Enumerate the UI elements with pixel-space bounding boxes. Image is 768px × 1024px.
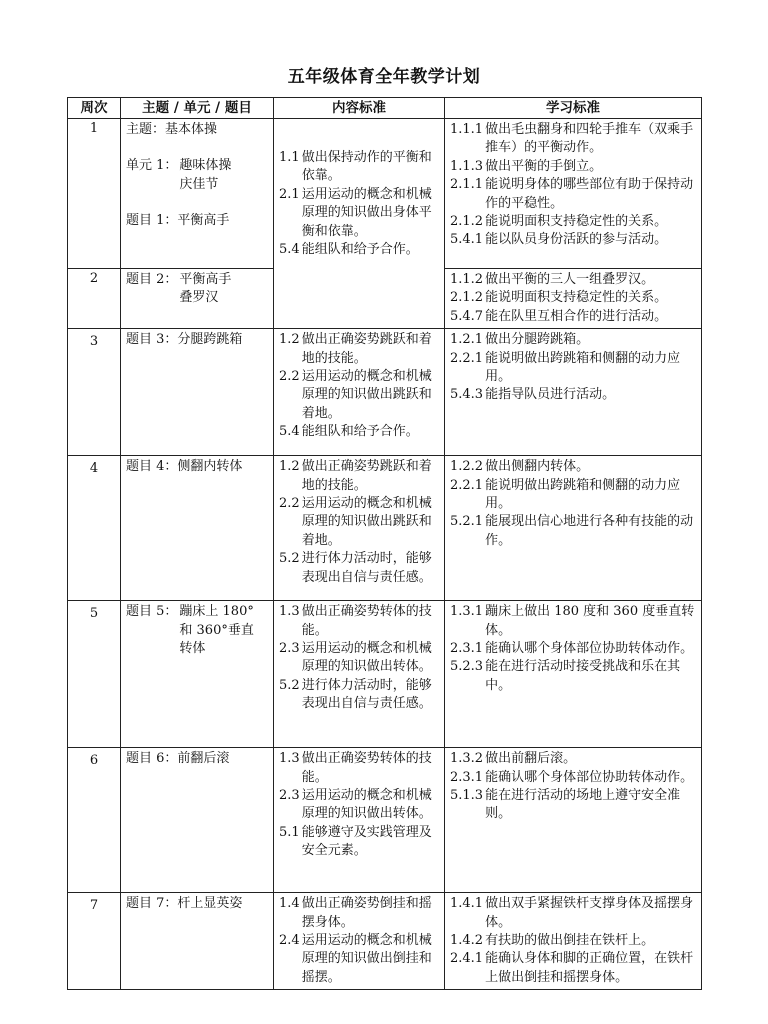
- header-topic: 主题 / 单元 / 题目: [121, 98, 274, 119]
- week-number: 1: [68, 119, 121, 269]
- topic-cell: [121, 456, 274, 601]
- header-week: 周次: [68, 98, 121, 119]
- content-item: 2.4 运用运动的概念和机械原理的知识做出倒挂和摇摆。: [279, 933, 432, 985]
- topic-text: 题目 6：前翻后滚: [126, 751, 230, 767]
- week-number: 5: [68, 601, 121, 748]
- learning-item: 2.2.1 能说明做出跨跳箱和侧翻的动力应用。: [450, 350, 681, 385]
- content-standard-cell: [274, 893, 445, 990]
- learning-item: 2.1.2 能说明面积支持稳定性的关系。: [450, 290, 668, 306]
- content-item: 2.1 运用运动的概念和机械原理的知识做出身体平衡和依靠。: [279, 186, 432, 239]
- learning-item: 2.3.1 能确认哪个身体部位协助转体动作。: [450, 641, 694, 657]
- table-row-week-6: [68, 748, 702, 893]
- topic-cell: [121, 329, 274, 456]
- learning-item: 5.4.1 能以队员身份活跃的参与活动。: [450, 232, 668, 248]
- table-row-week-5: [68, 601, 702, 748]
- learning-item: 5.1.3 能在进行活动的场地上遵守安全准则。: [450, 788, 681, 822]
- header-content-standard: 内容标准: [274, 98, 445, 119]
- learning-item: 1.4.1 做出双手紧握铁杆支撑身体及摇摆身体。: [450, 896, 694, 930]
- content-item: 5.1 能够遵守及实践管理及安全元素。: [279, 824, 432, 859]
- content-item: 2.3 运用运动的概念和机械原理的知识做出转体。: [279, 641, 432, 675]
- content-standard-cell: [274, 329, 445, 456]
- learning-item: 5.4.7 能在队里互相合作的进行活动。: [450, 308, 668, 324]
- learning-item: 2.1.1 能说明身体的哪些部位有助于保持动作的平稳性。: [450, 177, 694, 211]
- content-item: 5.4 能组队和给予合作。: [279, 424, 419, 440]
- learning-item: 5.2.1 能展现出信心地进行各种有技能的动作。: [450, 514, 694, 548]
- table-row-week-1: [68, 119, 702, 269]
- content-item: 1.3 做出正确姿势转体的技能。: [279, 751, 432, 785]
- learning-item: 5.4.3 能指导队员进行活动。: [450, 387, 616, 403]
- content-item: 1.3 做出正确姿势转体的技能。: [279, 604, 432, 638]
- topic-text: 题目 5： 蹦床上 180° 和 360°垂直 转体: [126, 604, 254, 657]
- learning-item: 1.2.2 做出侧翻内转体。: [450, 459, 590, 475]
- topic-text: 题目 2： 平衡高手 叠罗汉: [126, 272, 232, 306]
- content-item: 1.4 做出正确姿势倒挂和摇摆身体。: [279, 896, 432, 930]
- topic-cell: [121, 269, 274, 329]
- content-item: 5.2 进行体力活动时，能够表现出自信与责任感。: [279, 677, 432, 712]
- learning-item: 1.1.1 做出毛虫翻身和四轮手推车（双乘手推车）的平衡动作。: [450, 122, 694, 156]
- topic-text: 题目 4：侧翻内转体: [126, 459, 243, 475]
- theme-text: 主题：基本体操: [126, 122, 218, 137]
- topic-cell: [121, 601, 274, 748]
- learning-item: 2.3.1 能确认哪个身体部位协助转体动作。: [450, 769, 694, 785]
- content-item: 2.3 运用运动的概念和机械原理的知识做出转体。: [279, 788, 432, 822]
- week-number: 7: [68, 893, 121, 990]
- content-item: 1.1 做出保持动作的平衡和依靠。: [279, 150, 432, 184]
- learning-standard-cell: [445, 329, 702, 456]
- learning-standard-cell: [445, 119, 702, 269]
- learning-item: 1.3.2 做出前翻后滚。: [450, 751, 577, 767]
- week-number: 2: [68, 269, 121, 329]
- learning-item: 5.2.3 能在进行活动时接受挑战和乐在其中。: [450, 659, 681, 693]
- content-standard-cell: [274, 748, 445, 893]
- content-standard-cell: [274, 119, 445, 329]
- topic-cell: [121, 119, 274, 269]
- learning-item: 1.3.1 蹦床上做出 180 度和 360 度垂直转体。: [450, 604, 695, 638]
- content-item: 1.2 做出正确姿势跳跃和着地的技能。: [279, 459, 432, 493]
- content-item: 1.2 做出正确姿势跳跃和着地的技能。: [279, 332, 432, 366]
- learning-standard-cell: [445, 269, 702, 329]
- learning-standard-cell: [445, 893, 702, 990]
- table-row-week-4: [68, 456, 702, 601]
- week-number: 6: [68, 748, 121, 893]
- topic-cell: [121, 893, 274, 990]
- content-item: 5.4 能组队和给予合作。: [279, 242, 419, 258]
- table-row-week-3: [68, 329, 702, 456]
- learning-item: 2.2.1 能说明做出跨跳箱和侧翻的动力应用。: [450, 477, 681, 512]
- week-number: 4: [68, 456, 121, 601]
- learning-item: 1.1.2 做出平衡的三人一组叠罗汉。: [450, 272, 655, 287]
- learning-standard-cell: [445, 601, 702, 748]
- topic-cell: [121, 748, 274, 893]
- learning-standard-cell: [445, 456, 702, 601]
- unit-text: 单元 1： 趣味体操 庆佳节: [126, 158, 232, 192]
- content-standard-cell: [274, 601, 445, 748]
- learning-item: 1.1.3 做出平衡的手倒立。: [450, 158, 603, 174]
- topic-text: 题目 3：分腿跨跳箱: [126, 332, 243, 348]
- page-title: 五年级体育全年教学计划: [287, 67, 481, 87]
- teaching-plan-table: [67, 97, 702, 990]
- topic-text: 题目 7：杆上显英姿: [126, 896, 243, 912]
- topic-text: 题目 1：平衡高手: [126, 213, 230, 229]
- content-item: 2.2 运用运动的概念和机械原理的知识做出跳跃和着地。: [279, 496, 432, 548]
- learning-standard-cell: [445, 748, 702, 893]
- learning-item: 2.4.1 能确认身体和脚的正确位置，在铁杆上做出倒挂和摇摆身体。: [450, 951, 694, 985]
- header-learning-standard: 学习标准: [445, 98, 702, 119]
- content-item: 2.2 运用运动的概念和机械原理的知识做出跳跃和着地。: [279, 369, 432, 421]
- table-header-row: [68, 98, 702, 119]
- content-item: 5.2 进行体力活动时，能够表现出自信与责任感。: [279, 551, 432, 585]
- learning-item: 2.1.2 能说明面积支持稳定性的关系。: [450, 214, 668, 230]
- learning-item: 1.4.2 有扶助的做出倒挂在铁杆上。: [450, 933, 655, 949]
- content-standard-cell: [274, 456, 445, 601]
- learning-item: 1.2.1 做出分腿跨跳箱。: [450, 332, 590, 348]
- week-number: 3: [68, 329, 121, 456]
- table-row-week-7: [68, 893, 702, 990]
